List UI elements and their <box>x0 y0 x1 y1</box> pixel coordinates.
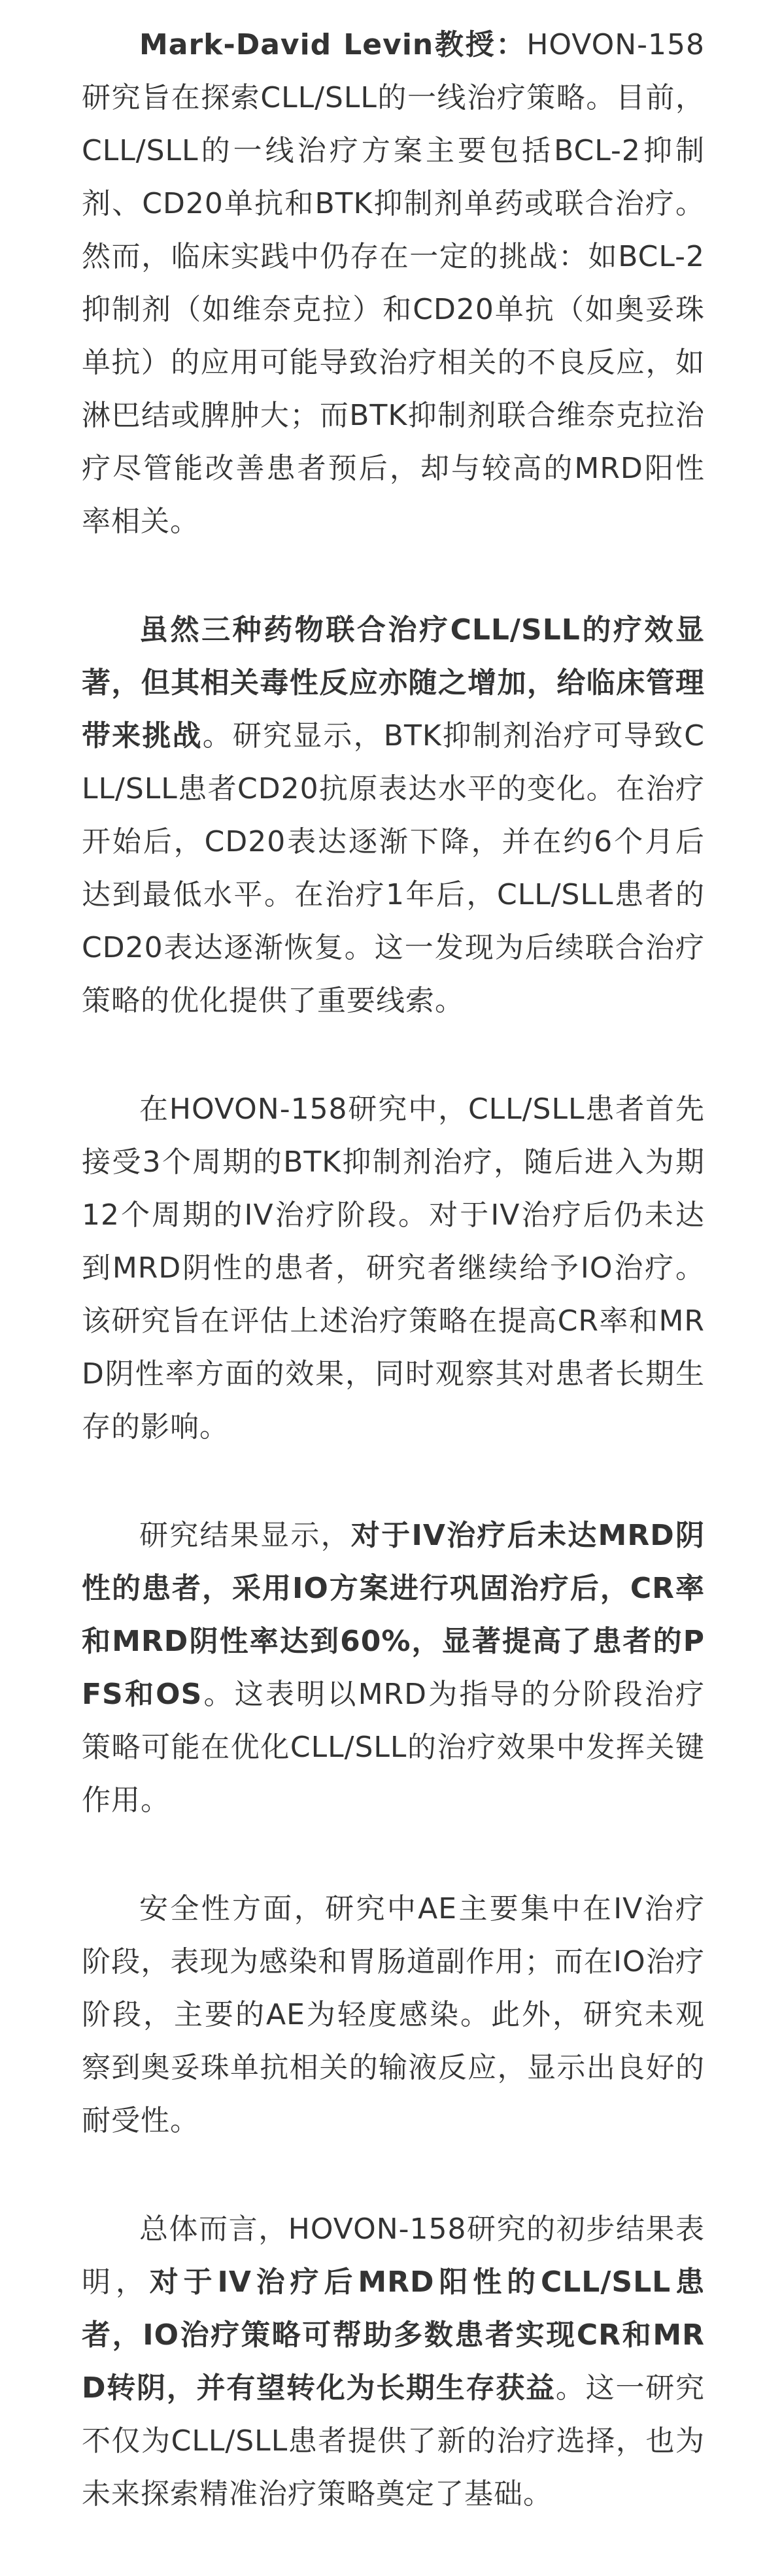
paragraph-text: 。研究显示，BTK抑制剂治疗可导致CLL/SLL患者CD20抗原表达水平的变化。在治疗开始后，CD20表达逐渐下降，并在约6个月后达到最低水平。在治疗1年后，CLL/SLL患者的CD20表达逐渐恢复。这一发现为后续联合治疗策略的优化提供了重要线索。 <box>82 719 706 1017</box>
paragraph-highlight: 虽然三种药物联合治疗CLL/SLL的疗效显著，但其相关毒性反应亦随之增加，给临床管理带来挑战 <box>82 613 705 753</box>
paragraph-text: 安全性方面，研究中AE主要集中在IV治疗阶段，表现为感染和胃肠道副作用；而在IO治疗阶段，主要的AE为轻度感染。此外，研究未观察到奥妥珠单抗相关的输液反应，显示出良好的耐受性。 <box>82 1892 705 2137</box>
paragraph-highlight: 对于IV治疗后MRD阳性的CLL/SLL患者，IO治疗策略可帮助多数患者实现CR和MRD转阴，并有望转化为长期生存获益 <box>82 2265 706 2405</box>
paragraph-results <box>82 1509 705 1827</box>
paragraph-intro <box>82 18 705 548</box>
paragraph-safety <box>82 1882 705 2147</box>
paragraph-toxicity <box>82 603 705 1027</box>
paragraph-conclusion <box>82 2203 705 2520</box>
paragraph-text: 在HOVON-158研究中，CLL/SLL患者首先接受3个周期的BTK抑制剂治疗，随后进入为期12个周期的IV治疗阶段。对于IV治疗后仍未达到MRD阴性的患者，研究者继续给予IO治疗。该研究旨在评估上述治疗策略在提高CR率和MRD阴性率方面的效果，同时观察其对患者长期生存的影响。 <box>82 1093 705 1444</box>
paragraph-text: 研究结果显示， <box>139 1519 351 1552</box>
paragraph-text: 总体而言，HOVON-158研究的初步结果表明， <box>82 2212 705 2299</box>
paragraph-text: 。这表明以MRD为指导的分阶段治疗策略可能在优化CLL/SLL的治疗效果中发挥关键作用。 <box>82 1678 705 1817</box>
paragraph-highlight: 对于IV治疗后未达MRD阴性的患者，采用IO方案进行巩固治疗后，CR率和MRD阴性率达到60%，显著提高了患者的PFS和OS <box>82 1519 705 1711</box>
paragraph-text: HOVON-158研究旨在探索CLL/SLL的一线治疗策略。目前，CLL/SLL的一线治疗方案主要包括BCL-2抑制剂、CD20单抗和BTK抑制剂单药或联合治疗。然而，临床实践中仍存在一定的挑战：如BCL-2抑制剂（如维奈克拉）和CD20单抗（如奥妥珠单抗）的应用可能导致治疗相关的不良反应，如淋巴结或脾肿大；而BTK抑制剂联合维奈克拉治疗尽管能改善患者预后，却与较高的MRD阳性率相关。 <box>82 28 705 538</box>
paragraph-study-design <box>82 1083 705 1453</box>
article-body <box>82 18 705 2576</box>
speaker-name: Mark-David Levin教授： <box>139 28 527 61</box>
paragraph-text: 。这一研究不仅为CLL/SLL患者提供了新的治疗选择，也为未来探索精准治疗策略奠定了基础。 <box>82 2371 705 2511</box>
